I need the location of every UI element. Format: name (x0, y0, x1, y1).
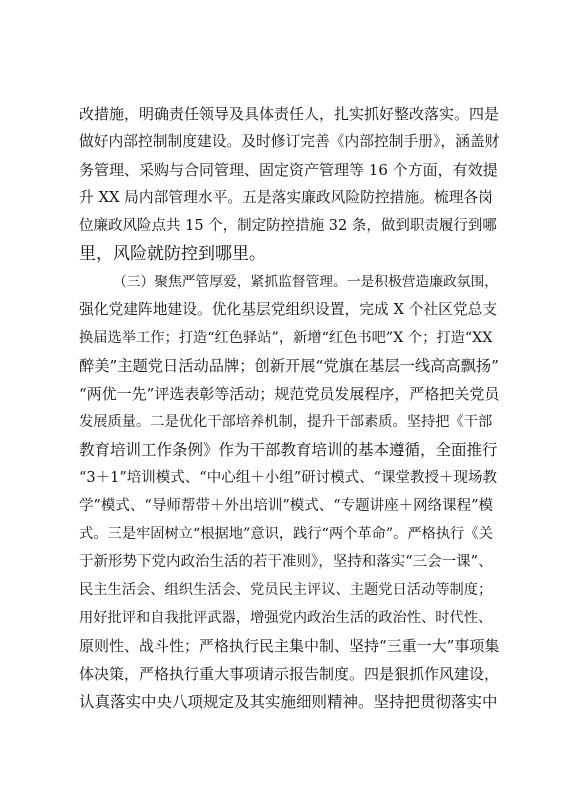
text-line: 强化党建阵地建设。优化基层党组织设置，完成 X 个社区党总支 (79, 301, 498, 318)
text-line: 教育培训工作条例》作为干部教育培训的基本遵循，全面推行 (79, 441, 498, 459)
text-line: 民主生活会、组织生活会、党员民主评议、主题党日活动等制度； (79, 582, 493, 598)
text-line: “3＋1”培训模式、“中心组＋小组”研讨模式、“课堂教授＋现场教 (79, 470, 498, 486)
text-line: 位廉政风险点共 15 个，制定防控措施 32 条，做到职责履行到哪 (79, 218, 497, 234)
text-line: 式。三是牢固树立“根据地”意识，践行“两个革命”。严格执行《关 (79, 526, 493, 542)
text-line: 发展质量。二是优化干部培养机制，提升干部素质。坚持把《干部 (79, 414, 493, 430)
text-line: 用好批评和自我批评武器，增强党内政治生活的政治性、时代性、 (79, 610, 493, 626)
text-line: 改措施，明确责任领导及具体责任人，扎实抓好整改落实。四是 (79, 105, 499, 123)
body-text (79, 100, 499, 716)
text-line: 换届选举工作；打造“红色驿站”，新增“红色书吧”X 个；打造“XX (79, 330, 493, 346)
text-line: 认真落实中央八项规定及其实施细则精神。坚持把贯彻落实中 (79, 693, 498, 711)
text-line: 原则性、战斗性；严格执行民主集中制、坚持“三重一大”事项集 (79, 637, 499, 655)
text-line: 学”模式、“导师帮带＋外出培训”模式、“专题讲座＋网络课程”模 (79, 498, 494, 514)
text-line: 醉美”主题党日活动品牌；创新开展“党旗在基层一线高高飘扬” (79, 357, 499, 375)
section-heading-line: （三）聚焦严管厚爱，紧抓监督管理。一是积极营造廉政氛围， (113, 274, 499, 290)
text-line: 里，风险就防控到哪里。 (79, 244, 266, 264)
text-line: “两优一先”评选表彰等活动；规范党员发展程序，严格把关党员 (79, 385, 499, 403)
text-line: 做好内部控制制度建设。及时修订完善《内部控制手册》，涵盖财 (79, 133, 499, 150)
text-line: 升 XX 局内部管理水平。五是落实廉政风险防控措施。梳理各岗 (79, 189, 493, 206)
text-line: 于新形势下党内政治生活的若干准则》，坚持和落实“三会一课”、 (79, 554, 493, 570)
text-line: 体决策，严格执行重大事项请示报告制度。四是狠抓作风建设， (79, 665, 499, 683)
text-line: 务管理、采购与合同管理、固定资产管理等 16 个方面，有效提 (79, 161, 498, 179)
